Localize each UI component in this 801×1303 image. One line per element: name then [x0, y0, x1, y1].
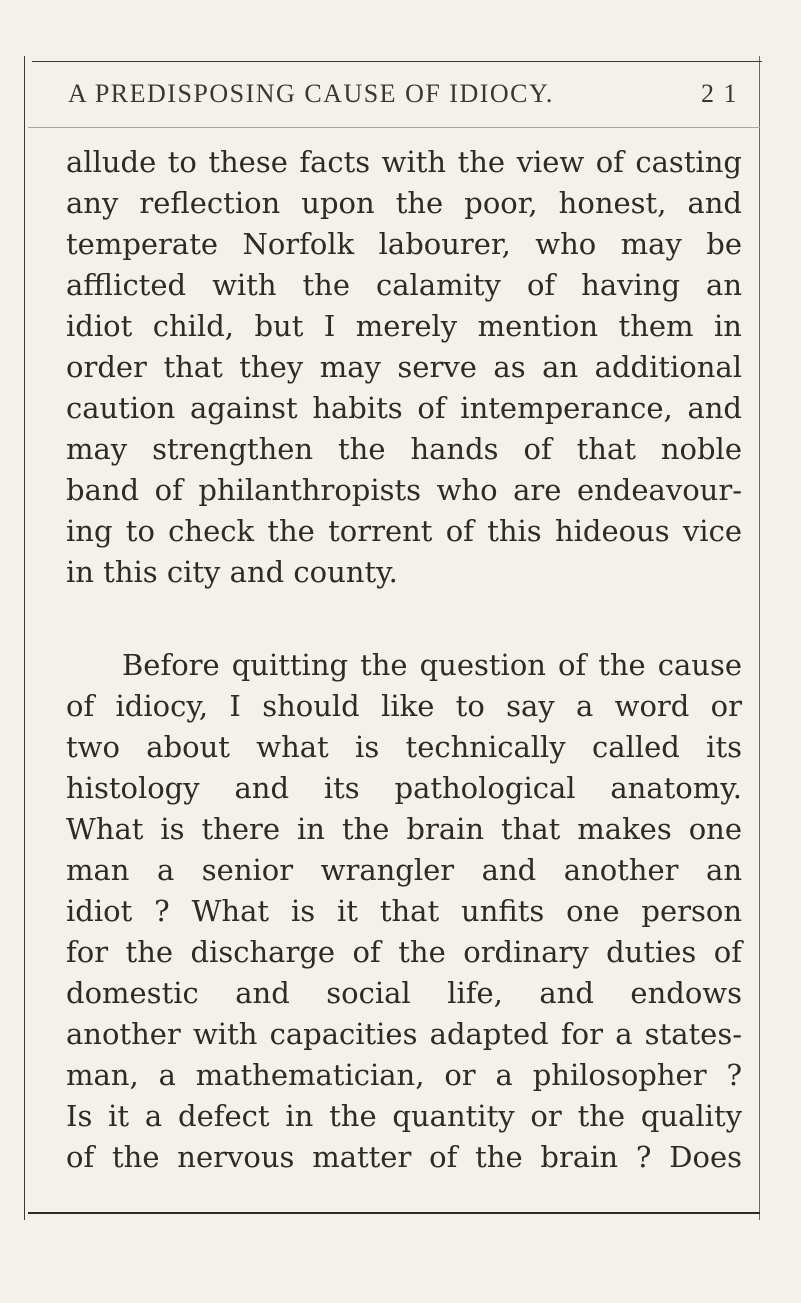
text-line: idiot child, but I merely mention them in — [66, 309, 742, 343]
text-line: another with capacities adapted for a states- — [66, 1017, 742, 1051]
text-line-last: in this city and county. — [66, 555, 398, 589]
text-line: order that they may serve as an additional — [66, 350, 742, 384]
header-rule — [28, 127, 760, 128]
paragraph-2 — [66, 645, 742, 1178]
page-body-text — [66, 142, 742, 1178]
text-line: any reflection upon the poor, honest, and — [66, 186, 742, 220]
text-line: ing to check the torrent of this hideous vice — [66, 514, 742, 548]
text-line: temperate Norfolk labourer, who may be — [66, 227, 742, 261]
text-line: man, a mathematician, or a philosopher ? — [66, 1058, 742, 1092]
page-number: 2 1 — [701, 79, 738, 108]
text-line: Is it a defect in the quantity or the quality — [66, 1099, 742, 1133]
text-line: domestic and social life, and endows — [66, 976, 742, 1010]
text-line: allude to these facts with the view of casting — [66, 145, 742, 179]
text-line: What is there in the brain that makes one — [66, 812, 742, 846]
paragraph-spacing — [66, 593, 742, 645]
text-line: caution against habits of intemperance, and — [66, 391, 742, 425]
text-line: man a senior wrangler and another an — [66, 853, 742, 887]
paragraph-1 — [66, 142, 742, 593]
running-head — [68, 78, 738, 110]
text-line: afflicted with the calamity of having an — [66, 268, 742, 302]
text-line-indented: Before quitting the question of the cause — [122, 648, 742, 682]
running-title: A PREDISPOSING CAUSE OF IDIOCY. — [68, 79, 554, 108]
text-line: for the discharge of the ordinary duties of — [66, 935, 742, 969]
text-line: band of philanthropists who are endeavour- — [66, 473, 742, 507]
scan-bottom-rule — [28, 1212, 760, 1214]
text-line: of the nervous matter of the brain ? Does — [66, 1140, 742, 1174]
scan-top-rule — [32, 61, 762, 62]
text-line: idiot ? What is it that unfits one person — [66, 894, 742, 928]
text-line: histology and its pathological anatomy. — [66, 771, 742, 805]
text-line: two about what is technically called its — [66, 730, 742, 764]
text-line: may strengthen the hands of that noble — [66, 432, 742, 466]
text-line: of idiocy, I should like to say a word or — [66, 689, 742, 723]
